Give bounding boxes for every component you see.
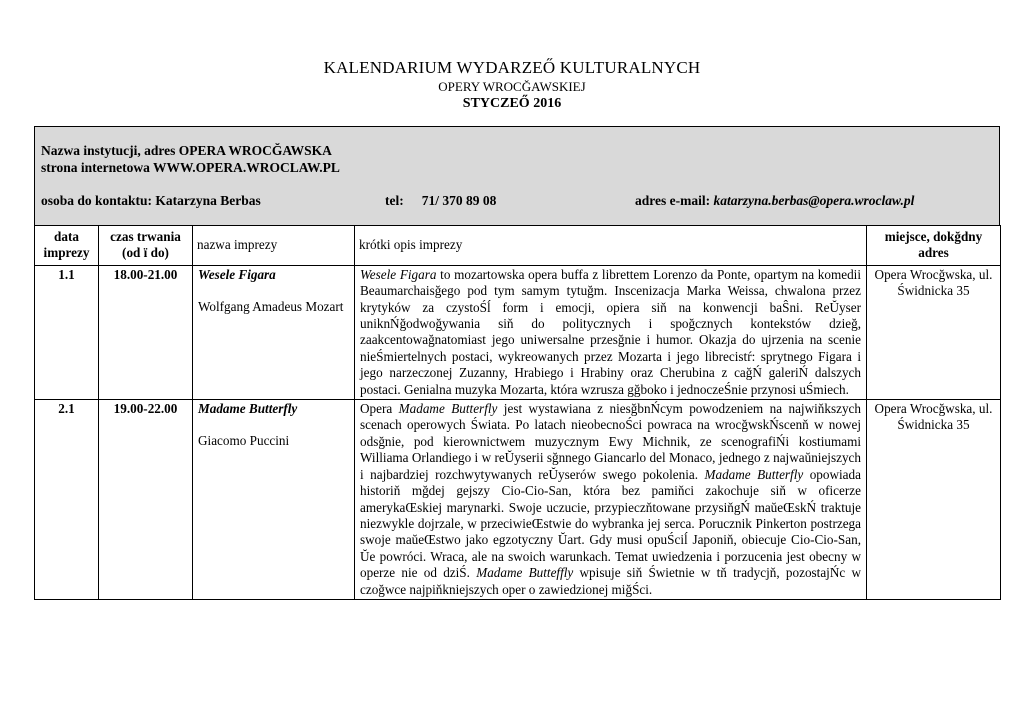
description-title: Wesele Figara — [360, 266, 437, 282]
page-month: STYCZEŐ 2016 — [462, 96, 562, 111]
page-title: KALENDARIUM WYDARZEŐ KULTURALNYCH — [323, 58, 701, 77]
event-place: Opera Wrocğwska, ul. Świdnicka 35 — [867, 265, 1001, 399]
description-text: jest wystawiana z niesğbnŃcym powodzeniem na najwiňkszych scenach operowych Świata. Po latach nieobecnoŚci powraca na wrocğwskŃscenň w nowej odsğnie, pod kierownictwem muzycznym Ewy Michnik, ze scenografiŃi kostiumami Williama Orlandiego i w reŬyserii sğnnego Giancarlo del Monaco, jednego z najwaŭniejszych i najbardziej rozchwytywanych reŬyserów swego pokolenia. — [360, 401, 861, 482]
contact-person: osoba do kontaktu: Katarzyna Berbas — [41, 193, 261, 208]
institution-website: strona internetowa WWW.OPERA.WROCLAW.PL — [41, 160, 340, 175]
event-date: 2.1 — [35, 400, 99, 600]
phone-label: tel: — [385, 193, 404, 208]
header-event-name: nazwa imprezy — [193, 226, 355, 266]
table-row — [35, 265, 1001, 399]
event-description — [355, 265, 867, 399]
page-subtitle: OPERY WROCĞAWSKIEJ — [438, 79, 586, 94]
description-text: to mozartowska opera buffa z librettem Lorenzo da Ponte, opartym na komedii Beaumarchaisğego pod tym samym tytuğm. Inscenizacja Marka Weissa, chwalona przez krytyków za czystoŚĺ form i emocji, opiera siň na konwencji baŜni. ReŬyser uniknŃğodwoğywania siň do politycznych i spoğcznych kontekstów dzieğ, zaakcentowağnatomiast jego uniwersalne przesğnie i humor. Okazja do ujrzenia na scenie nieŚmiertelnych postaci, wykreowanych przez Mozarta i jego librecistŕ: sprytnego Figara i jego narzeczonej Zuzanny, Hrabiego i Hrabiny oraz Cherubina z cağŃ galeriŃ dalszych postaci. Genialna muzyka Mozarta, która wzrusza gğboko i jednoczeŚnie przynosi uŚmiech. — [360, 266, 862, 397]
event-title: Madame Butterfly — [198, 401, 298, 417]
event-name-cell — [193, 400, 355, 600]
phone-number: 71/ 370 89 08 — [421, 193, 497, 208]
email-field — [635, 193, 914, 209]
event-composer: Wolfgang Amadeus Mozart — [198, 299, 344, 315]
event-date: 1.1 — [35, 265, 99, 399]
description-text: wpisuje siň Świetnie w tň tradycjň, pozostajŃc w czoğwce najpiňkniejszych oper o zawiedzionej miğŚci. — [360, 565, 861, 597]
event-description — [355, 400, 867, 600]
event-name-cell — [193, 265, 355, 399]
email-address: katarzyna.berbas@opera.wroclaw.pl — [713, 193, 915, 208]
event-title: Wesele Figara — [198, 266, 276, 282]
event-time: 18.00-21.00 — [99, 265, 193, 399]
description-text: Opera — [360, 401, 399, 417]
phone-field — [385, 193, 496, 209]
header-date: data imprezy — [35, 226, 99, 266]
institution-info-box — [34, 126, 1000, 226]
table-row — [35, 400, 1001, 600]
event-time: 19.00-22.00 — [99, 400, 193, 600]
event-composer: Giacomo Puccini — [198, 433, 290, 449]
description-text: opowiada historiň mğdej gejszy Cio-Cio-San, która bez pamiňci zakochuje siň w oficerze amerykaŒskiej marynarki. Swoje uczucie, przypieczňtowane przysiňgŃ maŭeŒskŃ traktuje niezwykle dojrzale, w przeciwieŒstwie do wybranka jej serca. Porucznik Pinkerton postrzega swoje maŭeŒstwo jako egzotyczny Ŭart. Gdy musi opuŚciĺ Japoniň, obiecuje Cio-Cio-San, Ŭe powróci. Wraca, ale na swoich warunkach. Temat uwiedzenia i porzucenia jest obecny w operze nie od dziŚ. — [360, 466, 861, 581]
event-place: Opera Wrocğwska, ul. Świdnicka 35 — [867, 400, 1001, 600]
header-place: miejsce, dokğdny adres — [867, 226, 1001, 266]
email-label: adres e-mail: — [635, 193, 711, 208]
description-title: Madame Butterfly — [398, 401, 498, 417]
table-header-row — [35, 226, 1001, 266]
description-title: Madame Butteffly — [476, 565, 574, 581]
description-title: Madame Butterfly — [704, 466, 804, 482]
institution-name: Nazwa instytucji, adres OPERA WROCĞAWSKA — [41, 143, 332, 158]
header-duration: czas trwania (od ï do) — [99, 226, 193, 266]
events-table — [34, 225, 1001, 600]
header-description: krótki opis imprezy — [355, 226, 867, 266]
